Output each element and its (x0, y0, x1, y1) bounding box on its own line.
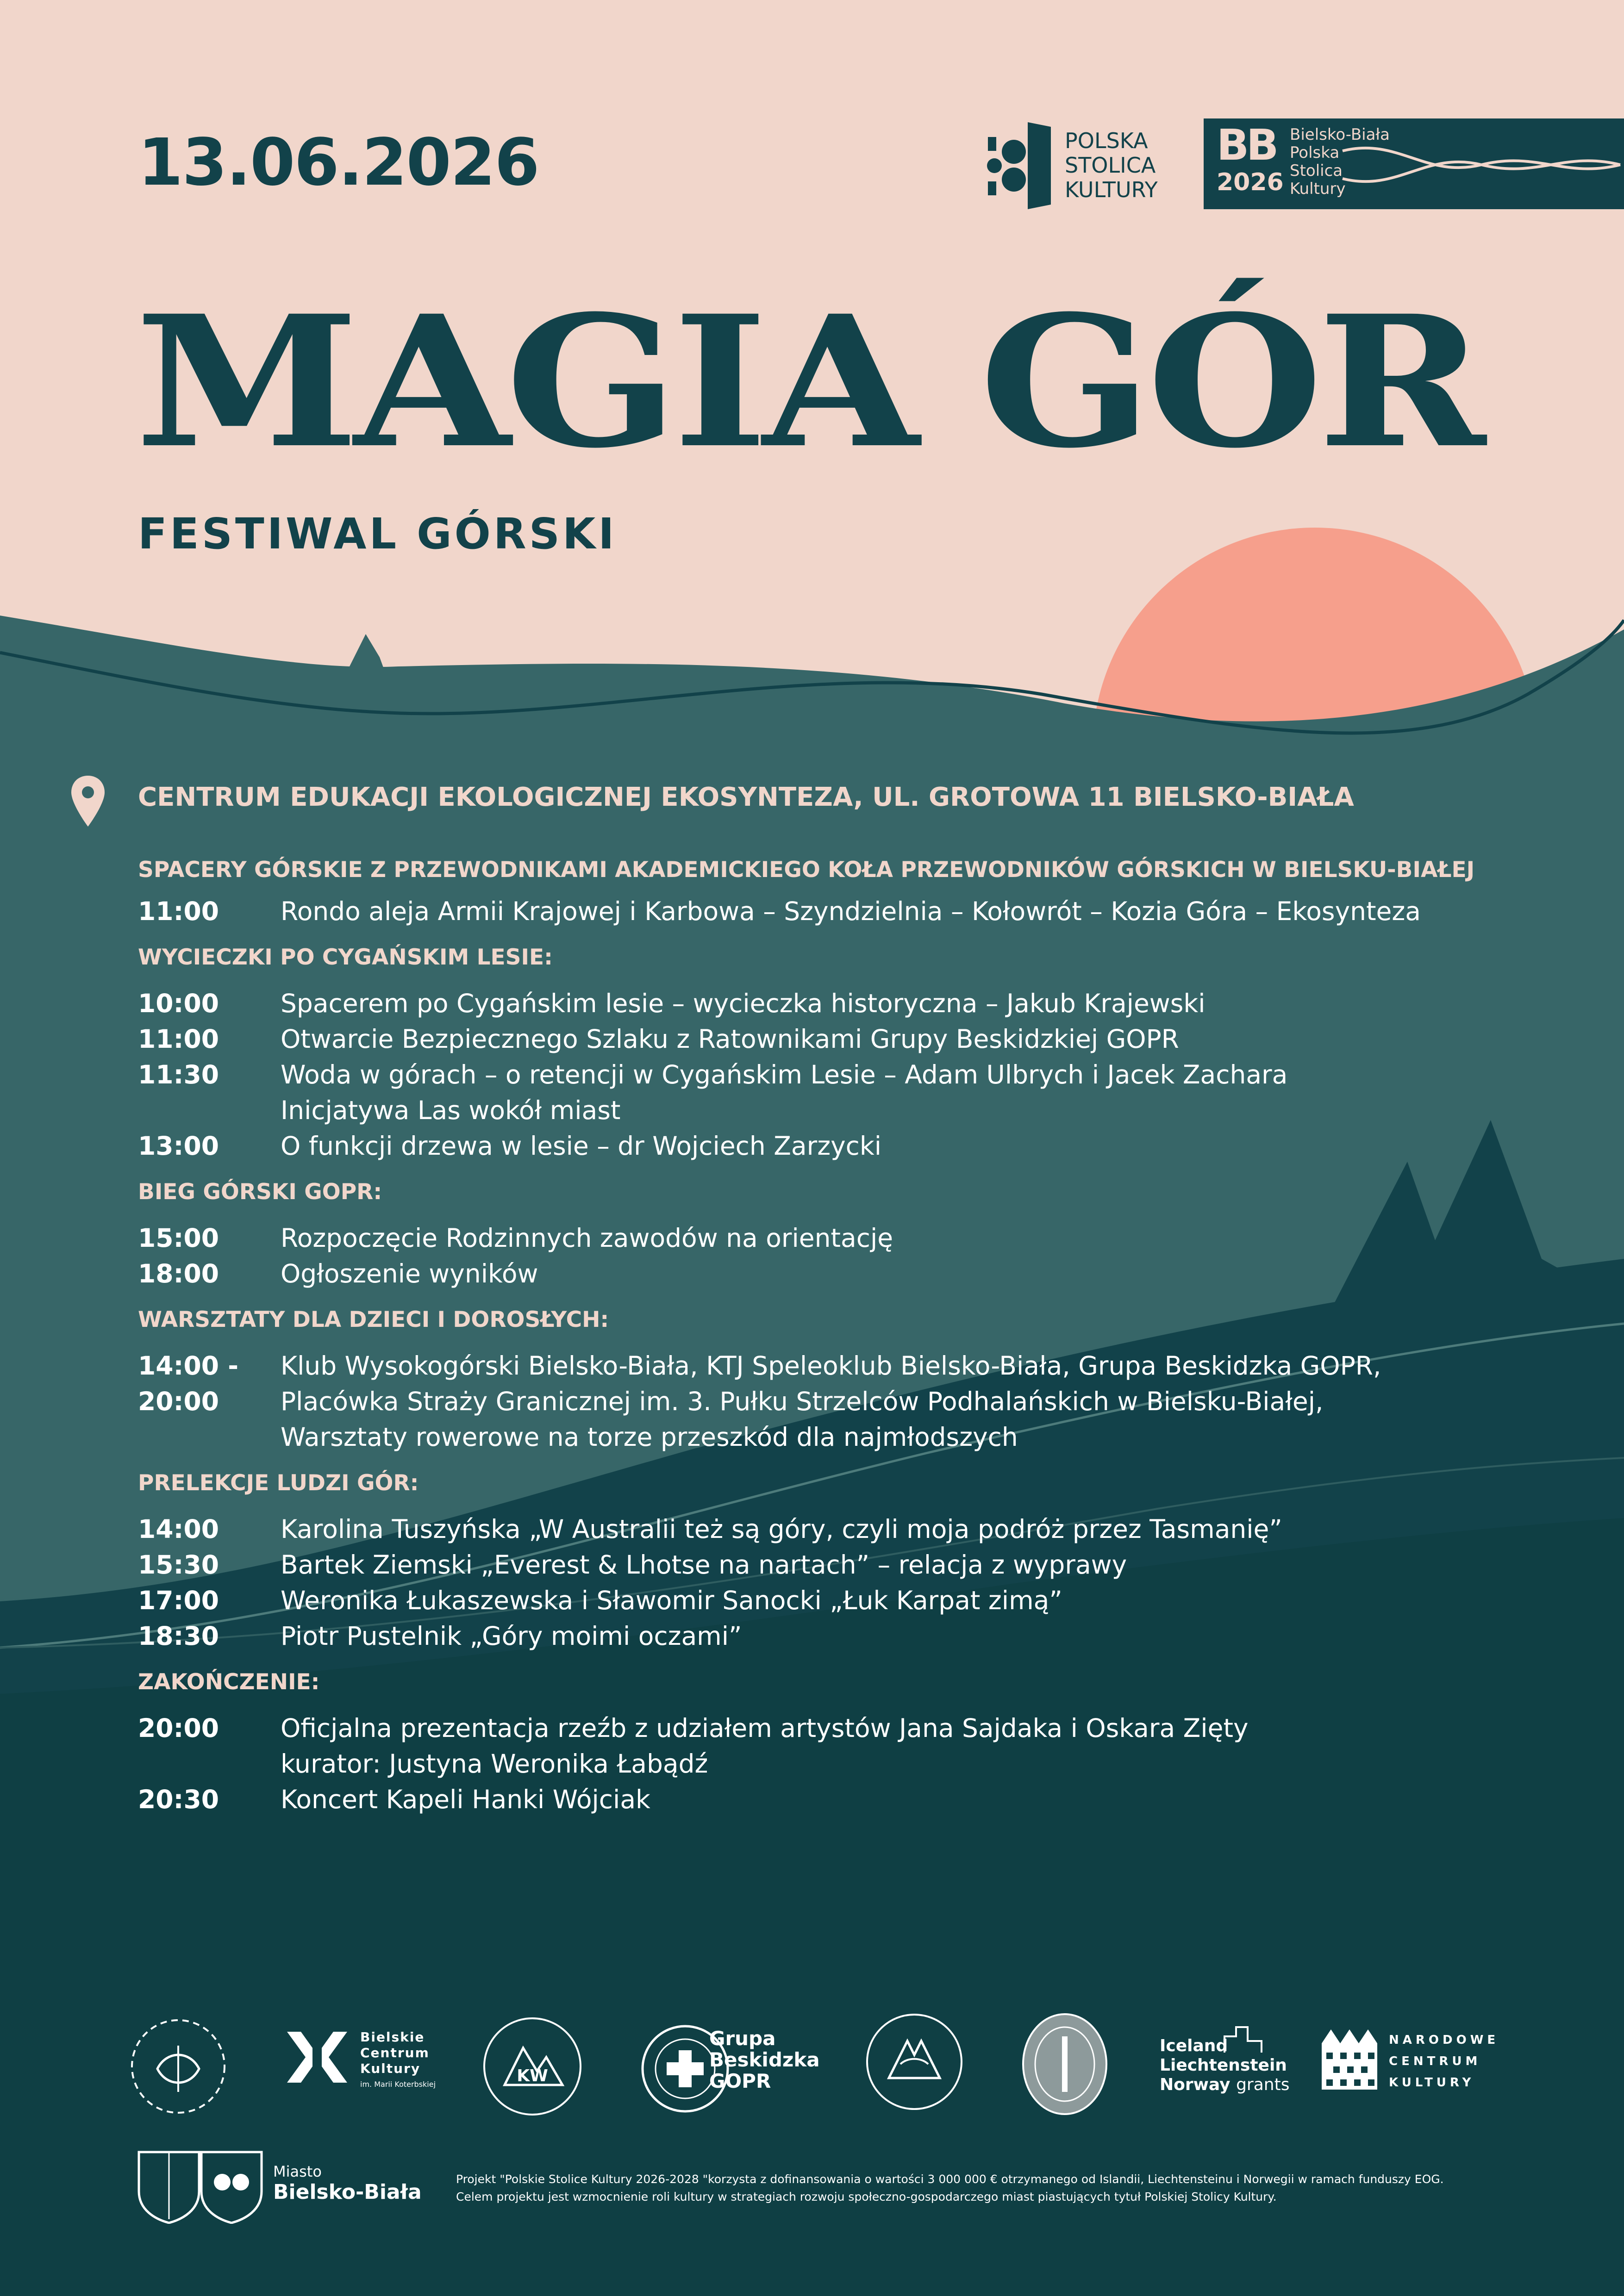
schedule-row (138, 1220, 1527, 1256)
event-date: 13.06.2026 (138, 125, 539, 200)
schedule-description: Rozpoczęcie Rodzinnych zawodów na orientację (281, 1223, 893, 1253)
speleoklub-logo (861, 2009, 968, 2115)
bb-monogram: BB (1217, 120, 1276, 170)
program-schedule (138, 854, 1527, 1817)
schedule-time: 18:00 (138, 1259, 219, 1288)
schedule-row (138, 1782, 1527, 1817)
schedule-row (138, 1512, 1527, 1547)
bb-line: Stolica (1290, 162, 1343, 180)
psk-line: STOLICA (1065, 153, 1156, 178)
bb-line: Kultury (1290, 180, 1346, 198)
schedule-description: Koncert Kapeli Hanki Wójciak (281, 1785, 650, 1814)
schedule-row (138, 1711, 1527, 1782)
eea-line: Liechtenstein (1160, 2056, 1287, 2075)
schedule-row (138, 1128, 1527, 1164)
gopr-line: Grupa (709, 2027, 776, 2050)
schedule-time: 13:00 (138, 1131, 219, 1161)
schedule-description: Klub Wysokogórski Bielsko-Biała, KTJ Speleoklub Bielsko-Biała, Grupa Beskidzka GOPR, Placówka Straży Granicznej im. 3. Pułku Strzelców Podhalańskich w Bielsku-Białej, Warsztaty rowerowe na torze przeszkód dla najmłodszych (281, 1351, 1381, 1452)
schedule-time: 11:30 (138, 1060, 219, 1089)
schedule-row (138, 894, 1527, 929)
nck-line: CENTRUM (1389, 2054, 1481, 2068)
gopr-logo-text (709, 2028, 820, 2092)
schedule-description: Spacerem po Cygańskim lesie – wycieczka historyczna – Jakub Krajewski (281, 989, 1206, 1018)
bck-line: Centrum (360, 2045, 430, 2060)
gopr-line: Beskidzka (709, 2048, 820, 2071)
schedule-description: O funkcji drzewa w lesie – dr Wojciech Zarzycki (281, 1131, 882, 1161)
section-heading: PRELEKCJE LUDZI GÓR: (138, 1470, 419, 1496)
schedule-row (138, 1583, 1527, 1618)
schedule-time: 20:30 (138, 1785, 219, 1814)
schedule-time: 14:00 (138, 1514, 219, 1544)
schedule-row (138, 1348, 1527, 1455)
schedule-time: 17:00 (138, 1586, 219, 1615)
nck-crown-icon (1322, 2029, 1377, 2090)
klub-wysokogorski-logo (477, 2011, 588, 2122)
ekosynteza-logo (125, 2013, 231, 2120)
location-pin-icon (69, 774, 106, 829)
bb-year: 2026 (1217, 168, 1284, 196)
schedule-description: Otwarcie Bezpiecznego Szlaku z Ratownikami Grupy Beskidzkiej GOPR (281, 1024, 1179, 1054)
nck-line: KULTURY (1389, 2076, 1475, 2090)
festival-title: MAGIA GÓR (135, 276, 1481, 488)
nck-line: NARODOWE (1389, 2033, 1499, 2047)
schedule-description: Karolina Tuszyńska „W Australii też są góry, czyli moja podróż przez Tasmanię” (281, 1514, 1282, 1544)
bck-logo-text (360, 2029, 436, 2092)
bck-line: Kultury (360, 2061, 421, 2076)
bb-badge-text (1290, 126, 1390, 198)
schedule-description: Rondo aleja Armii Krajowej i Karbowa – Szyndzielnia – Kołowrót – Kozia Góra – Ekosynteza (281, 896, 1421, 926)
eea-line: Iceland (1160, 2036, 1228, 2055)
border-guard-emblem (1018, 2009, 1111, 2120)
kw-initials: KW (517, 2066, 548, 2085)
eea-norway: Norway (1160, 2075, 1230, 2094)
eea-line (1160, 2075, 1289, 2095)
section-heading: ZAKOŃCZENIE: (138, 1669, 320, 1695)
bck-line: im. Marii Koterbskiej (360, 2080, 436, 2089)
schedule-time: 18:30 (138, 1621, 219, 1651)
schedule-row (138, 986, 1527, 1021)
footnote-line: Celem projektu jest wzmocnienie roli kultury w strategiach rozwoju społeczno-gospodarczego miast piastujących tytuł Polskiej Stolicy Kultury. (456, 2190, 1277, 2203)
schedule-time: 10:00 (138, 989, 219, 1018)
eea-grants: grants (1236, 2075, 1290, 2094)
section-heading: SPACERY GÓRSKIE Z PRZEWODNIKAMI AKADEMICKIEGO KOŁA PRZEWODNIKÓW GÓRSKICH W BIELSKU-BIAŁEJ (138, 857, 1475, 883)
bb-line: Polska (1290, 143, 1340, 162)
section-heading: WYCIECZKI PO CYGAŃSKIM LESIE: (138, 945, 553, 970)
schedule-row (138, 1547, 1527, 1583)
section-heading: BIEG GÓRSKI GOPR: (138, 1179, 382, 1205)
footnote-line: Projekt "Polskie Stolice Kultury 2026-2028 "korzysta z dofinansowania o wartości 3 000 000 € otrzymanego od Islandii, Liechtensteinu i Norwegii w ramach funduszy EOG. (456, 2172, 1444, 2186)
section-heading: WARSZTATY DLA DZIECI I DOROSŁYCH: (138, 1307, 609, 1332)
festival-subtitle: FESTIWAL GÓRSKI (138, 509, 617, 559)
schedule-time: 15:00 (138, 1223, 219, 1253)
schedule-description: Ogłoszenie wyników (281, 1259, 538, 1288)
schedule-description: Piotr Pustelnik „Góry moimi oczami” (281, 1621, 742, 1651)
psk-line: POLSKA (1065, 128, 1148, 153)
bielsko-biala-crest-icon (137, 2150, 266, 2224)
schedule-row (138, 1021, 1527, 1057)
city-line-large: Bielsko-Biała (273, 2180, 422, 2204)
psk-logo-text (1065, 129, 1158, 202)
schedule-row (138, 1057, 1527, 1128)
gopr-line: GOPR (709, 2070, 771, 2092)
schedule-time: 20:00 (138, 1713, 219, 1743)
psk-line: KULTURY (1065, 177, 1158, 202)
city-line-small: Miasto (273, 2163, 322, 2180)
nck-logo-text (1389, 2029, 1499, 2093)
schedule-description: Woda w górach – o retencji w Cygańskim Lesie – Adam Ulbrych i Jacek Zachara Inicjatywa Las wokół miast (281, 1060, 1288, 1125)
schedule-row (138, 1256, 1527, 1292)
bck-line: Bielskie (360, 2029, 425, 2045)
bck-logo-icon (282, 2027, 352, 2087)
event-location: CENTRUM EDUKACJI EKOLOGICZNEJ EKOSYNTEZA, UL. GROTOWA 11 BIELSKO-BIAŁA (138, 782, 1354, 812)
schedule-row (138, 1618, 1527, 1654)
eea-grants-icon (1222, 2022, 1264, 2055)
schedule-time: 14:00 - 20:00 (138, 1351, 239, 1416)
schedule-description: Weronika Łukaszewska i Sławomir Sanocki „Łuk Karpat zimą” (281, 1586, 1062, 1615)
city-logo-text (273, 2162, 422, 2204)
schedule-description: Oficjalna prezentacja rzeźb z udziałem artystów Jana Sajdaka i Oskara Zięty kurator: Justyna Weronika Łabądź (281, 1713, 1249, 1779)
bb-line: Bielsko-Biała (1290, 125, 1390, 144)
schedule-time: 11:00 (138, 1024, 219, 1054)
project-footnote (456, 2171, 1498, 2206)
schedule-description: Bartek Ziemski „Everest & Lhotse na nartach” – relacja z wyprawy (281, 1550, 1127, 1580)
schedule-time: 11:00 (138, 896, 219, 926)
schedule-time: 15:30 (138, 1550, 219, 1580)
